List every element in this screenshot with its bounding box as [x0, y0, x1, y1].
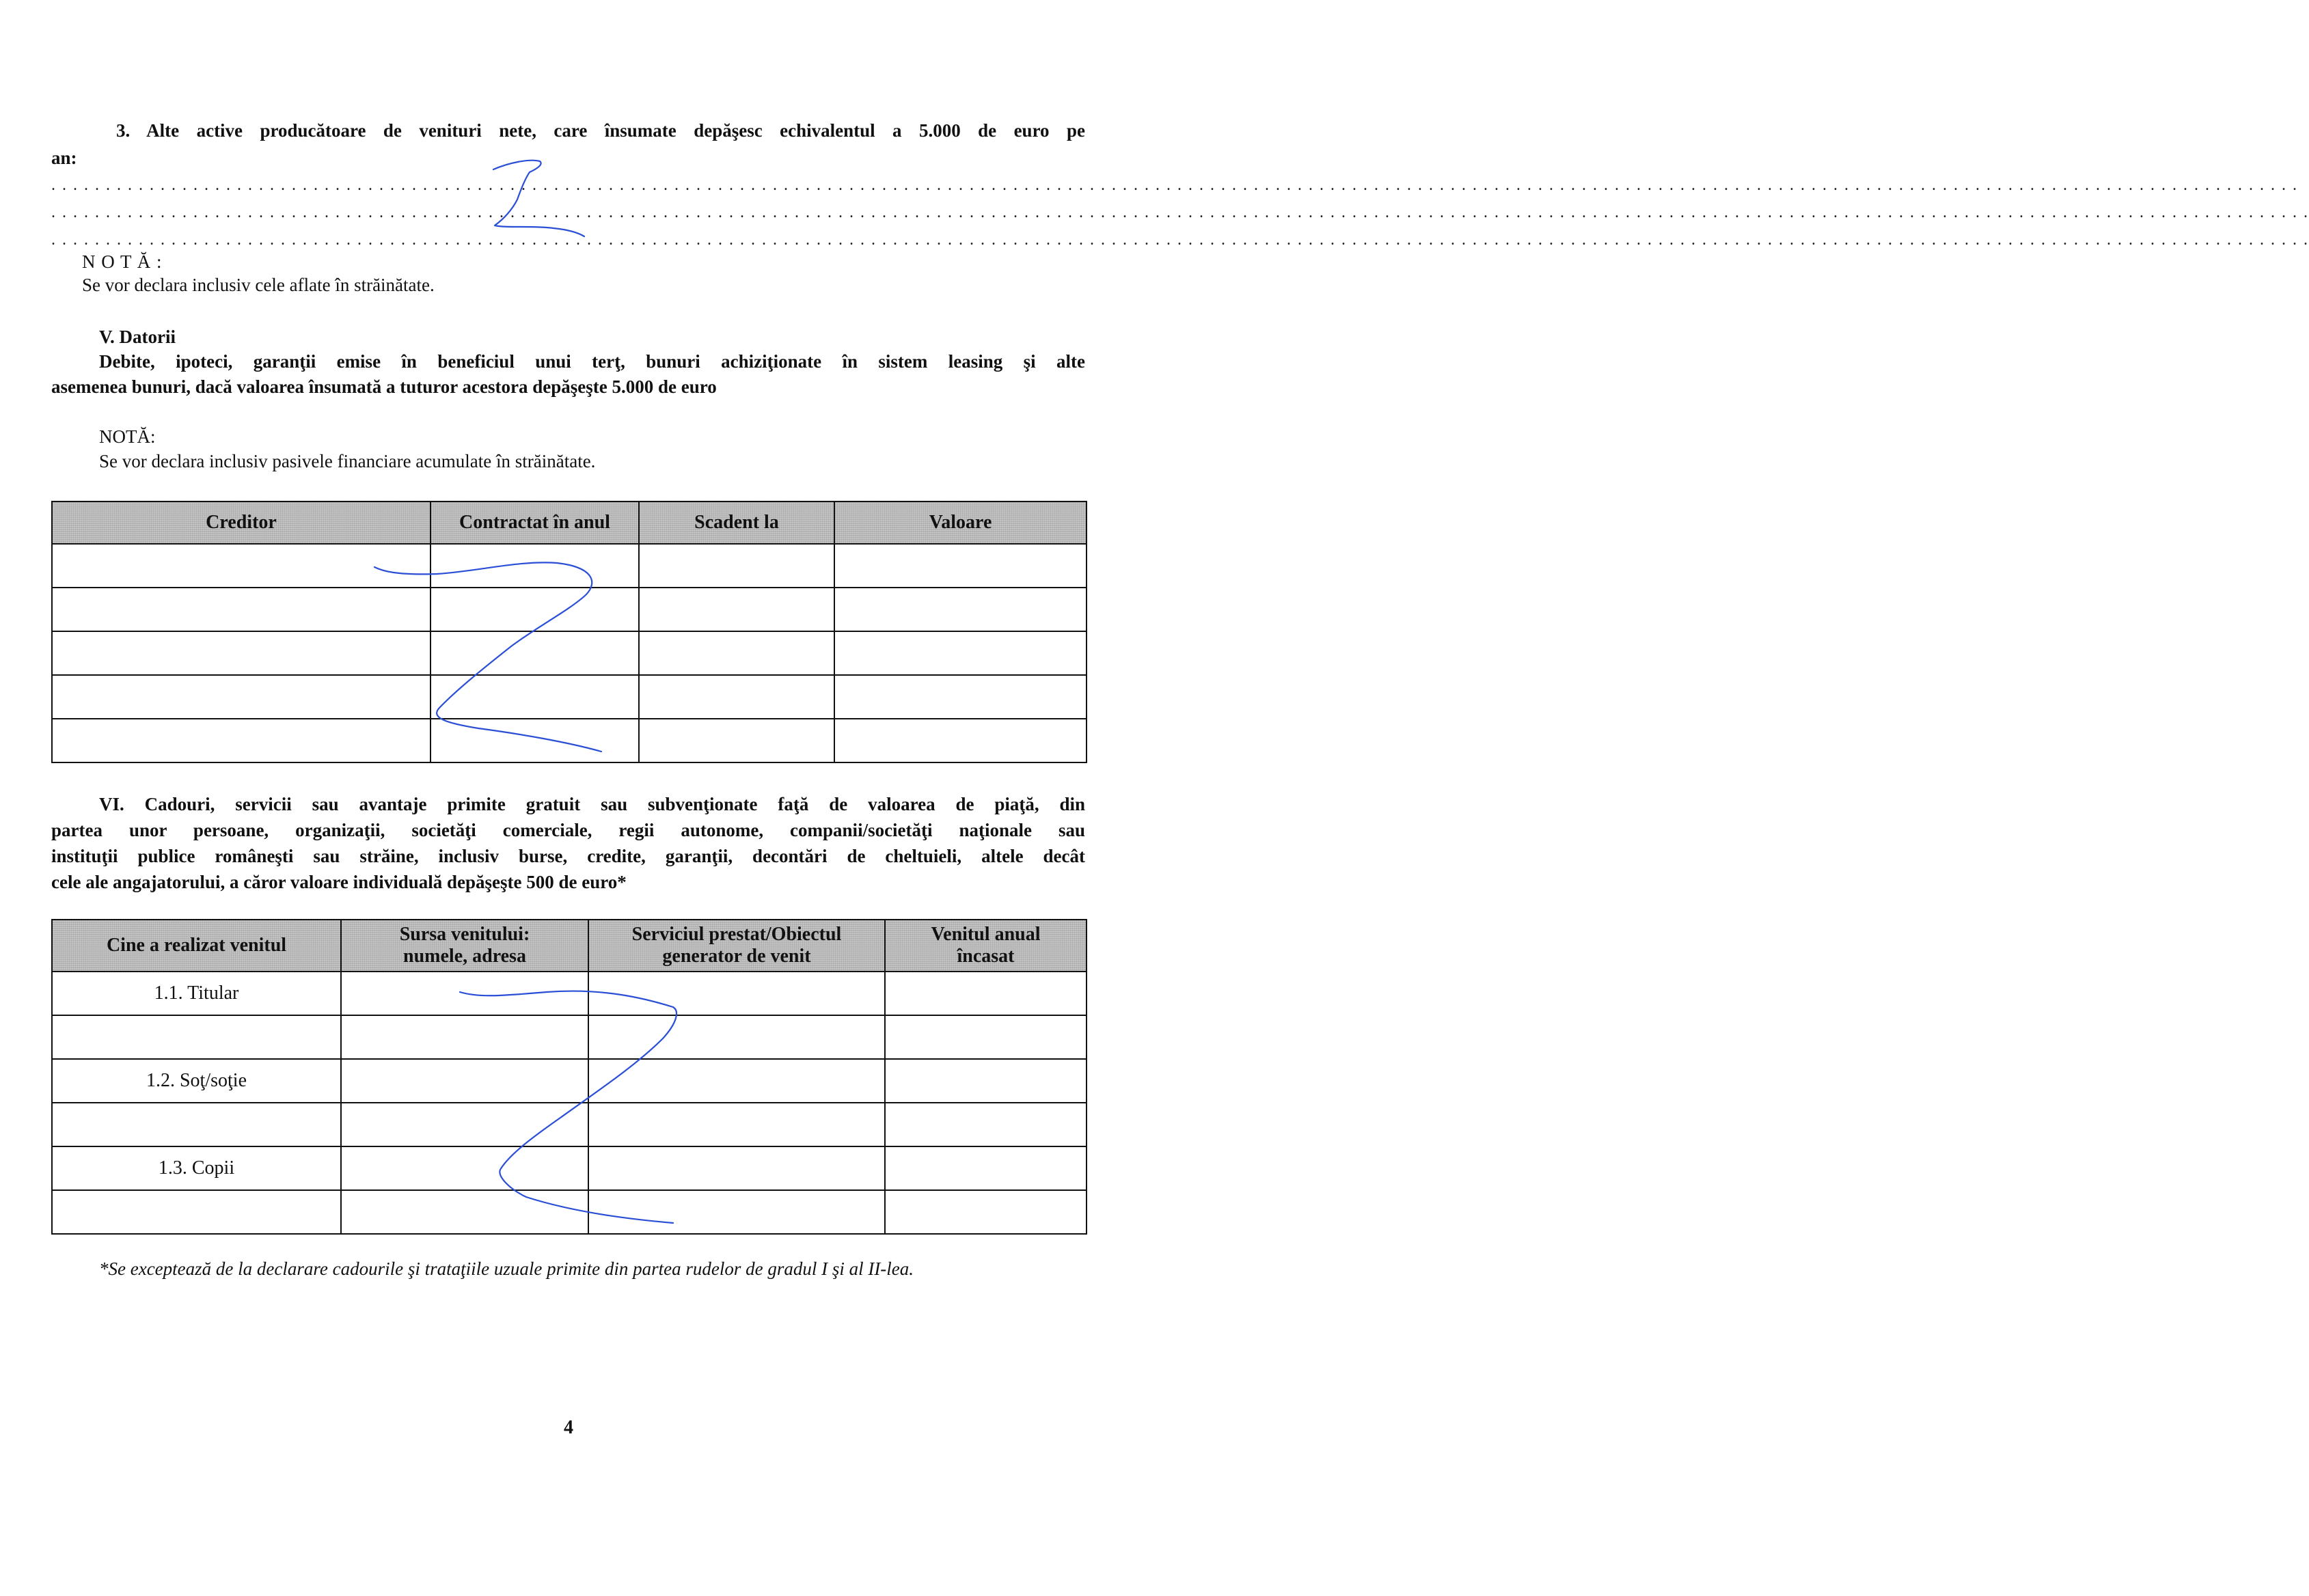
row-label-copii: 1.3. Copii	[52, 1146, 341, 1190]
dotted-line-3: . . . . . . . . . . . . . . . . . . . . . . . . . . . . . . . . . . . . . . . . . . . . . . . . . . . . . . . . . . . . . . . . . . . . . . . . . . . . . . . . . . . . . . . . . . . . . . . . . . . . . . . . . . . . . . . . . . . . . . . . . . . . . . . . . . . . . . . . . . . . . . . . . . . . . . . . . . . . . . . . . . . . . . . . . . . . . . . . . . . . . . . . . . . . . . . . . . . . . . . . . . . . . . .	[51, 231, 2309, 249]
section-3-heading-line1: 3. Alte active producătoare de venituri nete, care însumate depăşesc echivalentul a 5.000 de euro pe	[116, 120, 1085, 141]
table-row	[52, 1103, 1087, 1146]
table-row	[52, 1059, 1087, 1103]
section-3-nota-label: N O T Ă :	[82, 251, 163, 272]
col-header-sursa-line2: numele, adresa	[403, 946, 526, 967]
col-header-cine	[52, 920, 341, 972]
table-row	[52, 1015, 1087, 1059]
col-header-sursa	[341, 920, 588, 972]
strike-mark-section-3	[493, 161, 584, 236]
col-header-serviciu-line1: Serviciul prestat/Obiectul	[631, 924, 842, 945]
col-header-contractat: Contractat în anul	[431, 501, 639, 544]
datorii-table	[51, 501, 1087, 763]
dotted-line-1: . . . . . . . . . . . . . . . . . . . . . . . . . . . . . . . . . . . . . . . . . . . . . . . . . . . . . . . . . . . . . . . . . . . . . . . . . . . . . . . . . . . . . . . . . . . . . . . . . . . . . . . . . . . . . . . . . . . . . . . . . . . . . . . . . . . . . . . . . . . . . . . . . . . . . . . . . . . . . . . . . . . . . . . . . . . . . . . . . . . . . . . . . . . . . . . . . . . . . . . . . . . . . .	[51, 176, 2298, 194]
table-row	[52, 675, 1087, 719]
section-v-title: V. Datorii	[99, 327, 176, 347]
table-row	[52, 544, 1087, 588]
col-header-creditor: Creditor	[52, 501, 431, 544]
cadouri-table	[51, 919, 1087, 1235]
table-row	[52, 972, 1087, 1015]
table-row	[52, 1190, 1087, 1234]
col-header-sursa-line1: Sursa venitului:	[399, 924, 530, 945]
section-v-nota-label: NOTĂ:	[99, 426, 156, 447]
dotted-line-2: . . . . . . . . . . . . . . . . . . . . . . . . . . . . . . . . . . . . . . . . . . . . . . . . . . . . . . . . . . . . . . . . . . . . . . . . . . . . . . . . . . . . . . . . . . . . . . . . . . . . . . . . . . . . . . . . . . . . . . . . . . . . . . . . . . . . . . . . . . . . . . . . . . . . . . . . . . . . . . . . . . . . . . . . . . . . . . . . . . . . . . . . . . . . . . . . . . . . . . . . . . . . . . .	[51, 204, 2309, 221]
table-row	[52, 588, 1087, 631]
col-header-scadent: Scadent la	[639, 501, 834, 544]
col-header-venit	[885, 920, 1087, 972]
section-3-nota-text: Se vor declara inclusiv cele aflate în străinătate.	[82, 275, 435, 295]
row-label-titular: 1.1. Titular	[52, 972, 341, 1015]
table-row	[52, 719, 1087, 762]
col-header-serviciu	[588, 920, 885, 972]
section-vi-line1: VI. Cadouri, servicii sau avantaje primite gratuit sau subvenţionate faţă de valoarea de piaţă, din	[99, 794, 1085, 814]
section-vi-line3: instituţii publice româneşti sau străine, inclusiv burse, credite, garanţii, decontări de cheltuieli, altele decât	[51, 846, 1085, 866]
section-vi-line4: cele ale angajatorului, a căror valoare individuală depăşeşte 500 de euro*	[51, 872, 627, 892]
table-row	[52, 631, 1087, 675]
page-number: 4	[564, 1417, 573, 1438]
section-v-nota-text: Se vor declara inclusiv pasivele financiare acumulate în străinătate.	[99, 451, 596, 471]
row-label-sot-sotie: 1.2. Soţ/soţie	[52, 1059, 341, 1103]
section-v-desc-line2: asemenea bunuri, dacă valoarea însumată a tuturor acestora depăşeşte 5.000 de euro	[51, 376, 717, 397]
col-header-valoare: Valoare	[834, 501, 1087, 544]
col-header-venit-line1: Venitul anual	[931, 924, 1041, 945]
section-vi-line2: partea unor persoane, organizaţii, societăţi comerciale, regii autonome, companii/societăţi naţionale sau	[51, 820, 1085, 840]
section-v-desc-line1: Debite, ipoteci, garanţii emise în beneficiul unui terţ, bunuri achiziţionate în sistem leasing şi alte	[99, 351, 1085, 372]
col-header-venit-line2: încasat	[957, 946, 1015, 967]
section-3-heading-line2: an:	[51, 148, 77, 168]
col-header-cine-line1: Cine a realizat venitul	[106, 935, 287, 956]
table-row	[52, 1146, 1087, 1190]
footnote: *Se exceptează de la declarare cadourile şi trataţiile uzuale primite din partea rudelor de gradul I şi al II-lea.	[99, 1258, 914, 1279]
col-header-serviciu-line2: generator de venit	[662, 946, 811, 967]
